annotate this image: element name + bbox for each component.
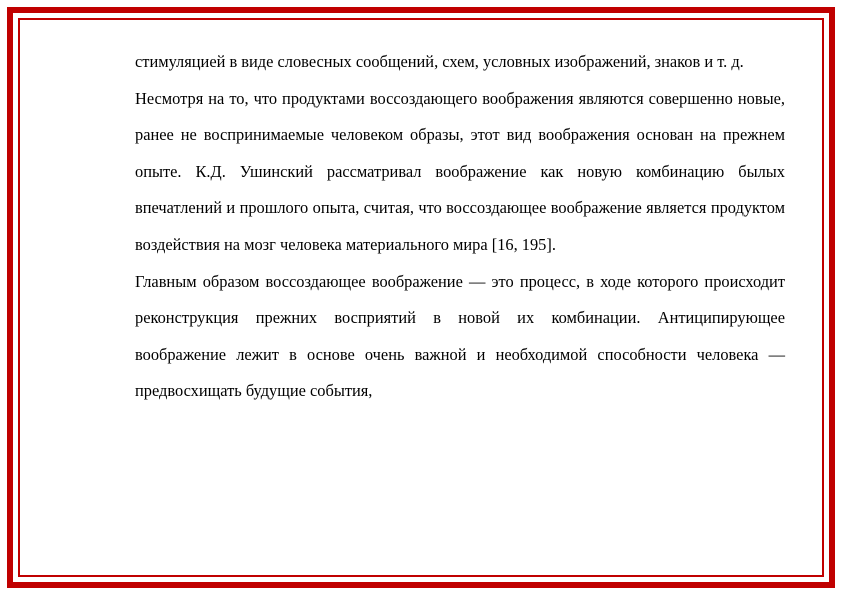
document-body bbox=[135, 44, 785, 410]
paragraph-anticipatory-imagination: Главным образом воссоздающее воображение — это процесс, в ходе которого происходит реконструкция прежних восприятий в новой их комбинации. Антиципирующее воображение лежит в основе очень важной и необходимой способности человека — предвосхищать будущие события, bbox=[135, 271, 785, 401]
paragraph-reconstructive-imagination: Несмотря на то, что продуктами воссоздающего воображения являются совершенно новые, ранее не воспринимаемые человеком образы, этот вид воображения основан на прежнем опыте. К.Д. Ушинский рассматривал воображение как новую комбинацию былых впечатлений и прошлого опыта, считая, что воссоздающее воображение является продуктом воздействия на мозг человека материального мира [16, 195]. bbox=[135, 88, 785, 254]
paragraph-continuation: стимуляцией в виде словесных сообщений, схем, условных изображений, знаков и т. д. bbox=[135, 52, 744, 71]
